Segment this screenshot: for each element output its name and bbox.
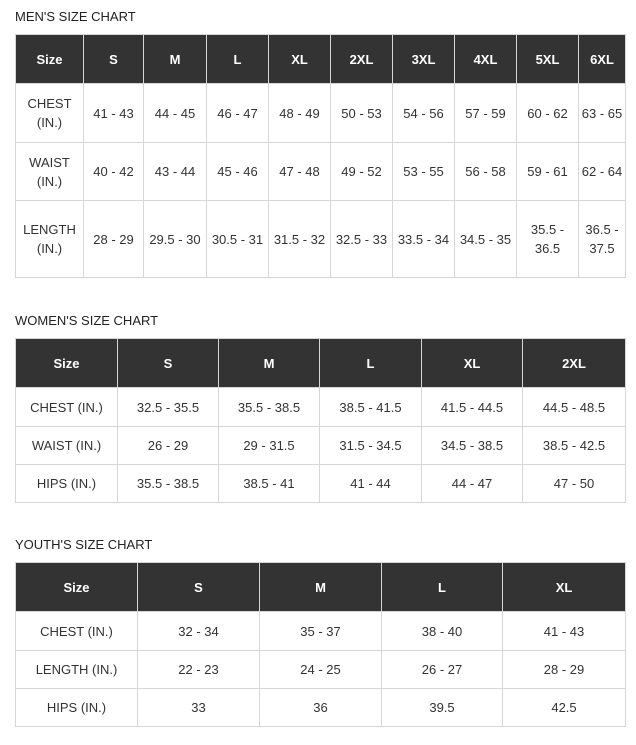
youths-size-cell: 35 - 37 [260,612,382,651]
youths-size-cell: 24 - 25 [260,651,382,689]
womens-header-l: L [320,339,422,388]
youths-size-cell: 36 [260,689,382,727]
womens-row-label: CHEST (IN.) [16,388,118,427]
womens-row-chest [16,388,626,427]
youths-size-chart-title: YOUTH'S SIZE CHART [15,537,153,552]
mens-header-s: S [84,35,144,84]
mens-size-cell: 28 - 29 [84,201,144,278]
womens-row-waist [16,427,626,465]
mens-size-cell: 47 - 48 [269,143,331,201]
womens-size-cell: 26 - 29 [118,427,219,465]
womens-size-cell: 29 - 31.5 [219,427,320,465]
mens-header-2xl: 2XL [331,35,393,84]
mens-header-5xl: 5XL [517,35,579,84]
womens-header-2xl: 2XL [523,339,626,388]
womens-row-hips [16,465,626,503]
mens-size-cell: 29.5 - 30 [144,201,207,278]
youths-size-cell: 42.5 [503,689,626,727]
mens-size-cell: 63 - 65 [579,84,626,143]
mens-header-4xl: 4XL [455,35,517,84]
youths-header-m: M [260,563,382,612]
mens-header-3xl: 3XL [393,35,455,84]
womens-header-row [16,339,626,388]
mens-size-cell: 40 - 42 [84,143,144,201]
womens-size-cell: 32.5 - 35.5 [118,388,219,427]
womens-size-cell: 44 - 47 [422,465,523,503]
youths-size-cell: 32 - 34 [138,612,260,651]
mens-size-cell: 44 - 45 [144,84,207,143]
womens-header-xl: XL [422,339,523,388]
youths-header-xl: XL [503,563,626,612]
mens-size-chart-title: MEN'S SIZE CHART [15,9,136,24]
womens-header-size: Size [16,339,118,388]
mens-header-6xl: 6XL [579,35,626,84]
mens-size-cell: 34.5 - 35 [455,201,517,278]
mens-header-row [16,35,626,84]
mens-row-label: WAIST (IN.) [16,143,84,201]
youths-row-label: HIPS (IN.) [16,689,138,727]
mens-header-l: L [207,35,269,84]
womens-size-cell: 41.5 - 44.5 [422,388,523,427]
mens-size-cell: 36.5 - 37.5 [579,201,626,278]
mens-size-cell: 59 - 61 [517,143,579,201]
youths-size-cell: 22 - 23 [138,651,260,689]
womens-size-cell: 35.5 - 38.5 [219,388,320,427]
mens-size-cell: 53 - 55 [393,143,455,201]
mens-size-cell: 31.5 - 32 [269,201,331,278]
youths-size-chart-table [15,562,626,727]
mens-header-size: Size [16,35,84,84]
youths-size-cell: 38 - 40 [382,612,503,651]
youths-header-l: L [382,563,503,612]
mens-row-label: LENGTH (IN.) [16,201,84,278]
youths-size-cell: 39.5 [382,689,503,727]
womens-size-cell: 38.5 - 41 [219,465,320,503]
mens-row-length [16,201,626,278]
youths-size-cell: 41 - 43 [503,612,626,651]
mens-size-cell: 43 - 44 [144,143,207,201]
mens-size-cell: 50 - 53 [331,84,393,143]
mens-size-cell: 32.5 - 33 [331,201,393,278]
womens-header-m: M [219,339,320,388]
mens-size-cell: 49 - 52 [331,143,393,201]
mens-size-cell: 35.5 - 36.5 [517,201,579,278]
mens-row-chest [16,84,626,143]
mens-size-cell: 48 - 49 [269,84,331,143]
mens-size-cell: 54 - 56 [393,84,455,143]
mens-size-cell: 30.5 - 31 [207,201,269,278]
mens-header-xl: XL [269,35,331,84]
youths-header-row [16,563,626,612]
youths-row-length [16,651,626,689]
mens-size-cell: 45 - 46 [207,143,269,201]
mens-row-waist [16,143,626,201]
womens-size-cell: 38.5 - 42.5 [523,427,626,465]
youths-size-cell: 26 - 27 [382,651,503,689]
mens-size-cell: 57 - 59 [455,84,517,143]
youths-size-cell: 28 - 29 [503,651,626,689]
mens-size-cell: 62 - 64 [579,143,626,201]
womens-size-cell: 44.5 - 48.5 [523,388,626,427]
womens-row-label: WAIST (IN.) [16,427,118,465]
youths-row-hips [16,689,626,727]
mens-size-cell: 41 - 43 [84,84,144,143]
womens-size-cell: 34.5 - 38.5 [422,427,523,465]
youths-row-label: LENGTH (IN.) [16,651,138,689]
youths-size-cell: 33 [138,689,260,727]
womens-size-cell: 47 - 50 [523,465,626,503]
womens-row-label: HIPS (IN.) [16,465,118,503]
mens-row-label: CHEST (IN.) [16,84,84,143]
womens-size-cell: 35.5 - 38.5 [118,465,219,503]
mens-size-cell: 33.5 - 34 [393,201,455,278]
mens-size-chart-table [15,34,626,278]
youths-header-size: Size [16,563,138,612]
womens-size-cell: 41 - 44 [320,465,422,503]
mens-size-cell: 60 - 62 [517,84,579,143]
womens-header-s: S [118,339,219,388]
youths-row-chest [16,612,626,651]
womens-size-chart-table [15,338,626,503]
womens-size-cell: 38.5 - 41.5 [320,388,422,427]
mens-size-cell: 46 - 47 [207,84,269,143]
womens-size-chart-title: WOMEN'S SIZE CHART [15,313,159,328]
youths-header-s: S [138,563,260,612]
mens-size-cell: 56 - 58 [455,143,517,201]
mens-header-m: M [144,35,207,84]
youths-row-label: CHEST (IN.) [16,612,138,651]
womens-size-cell: 31.5 - 34.5 [320,427,422,465]
